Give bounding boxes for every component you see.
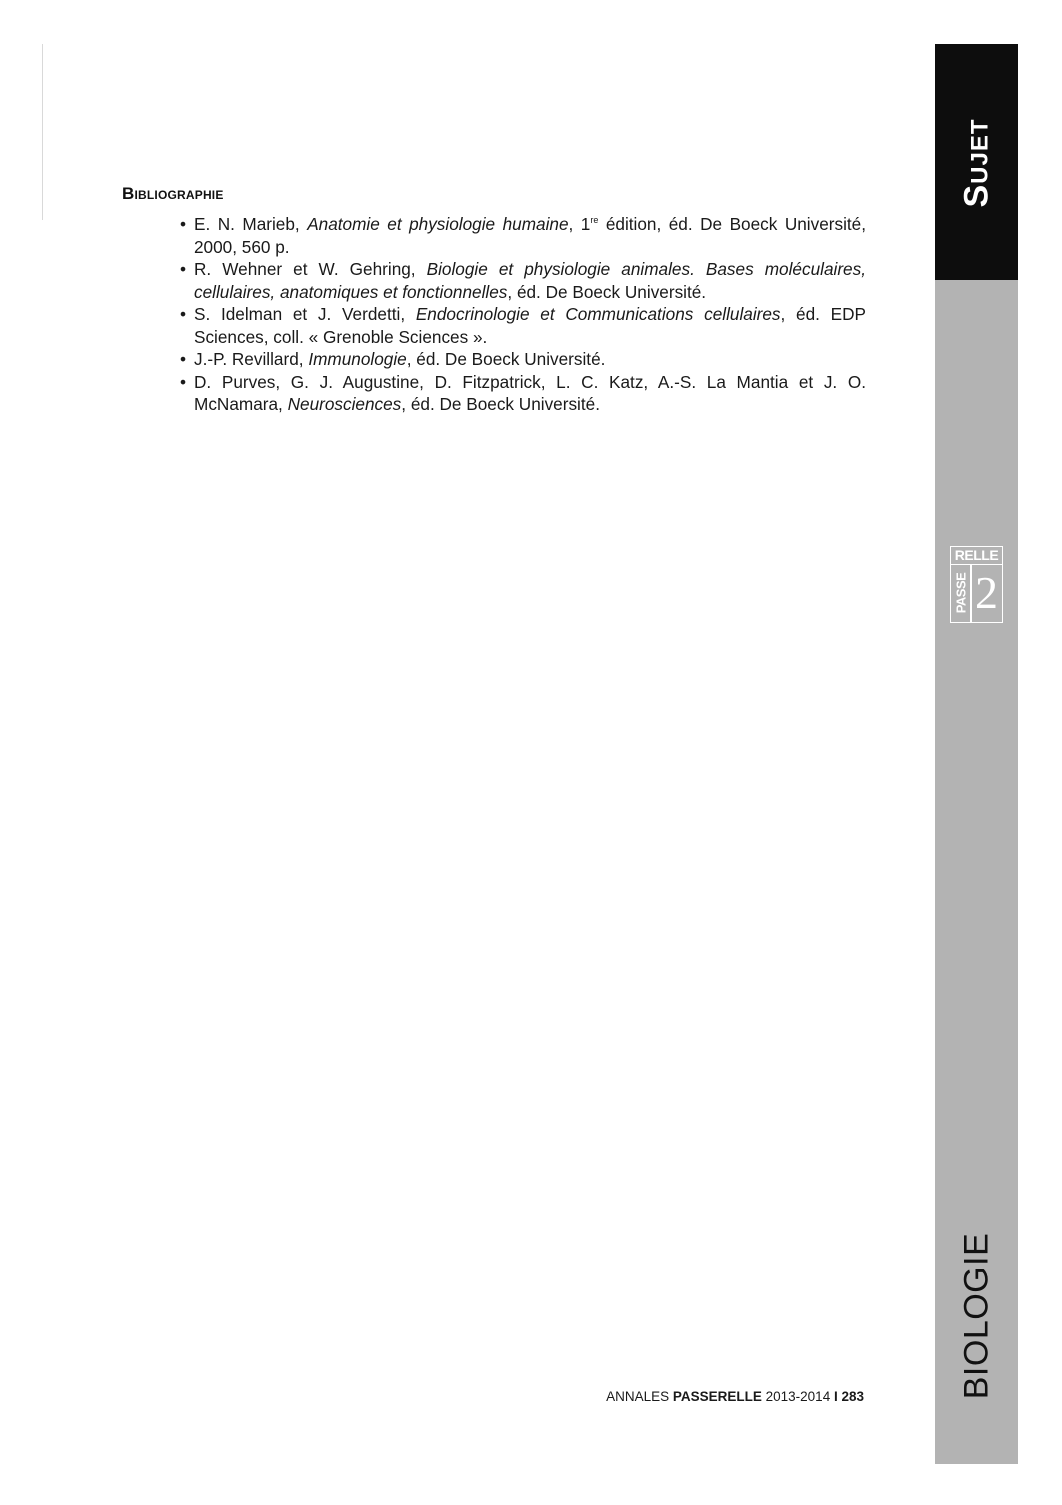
entry-publisher: , éd. De Boeck Université. bbox=[401, 394, 600, 414]
passerelle-logo bbox=[950, 546, 1003, 623]
entry-title: Immunologie bbox=[308, 349, 407, 369]
bibliography-entry-4 bbox=[180, 348, 866, 371]
footer-prefix: ANNALES bbox=[606, 1389, 673, 1404]
entry-title: Anatomie et physiologie humaine bbox=[307, 214, 569, 234]
page-footer bbox=[606, 1389, 864, 1404]
footer-brand: PASSERELLE bbox=[672, 1389, 762, 1404]
bibliography-entry-3 bbox=[180, 303, 866, 348]
entry-authors: S. Idelman et J. Verdetti, bbox=[194, 304, 416, 324]
bibliography-list bbox=[180, 213, 866, 416]
entry-edition-suffix: re bbox=[590, 215, 599, 225]
section-heading: Bibliographie bbox=[122, 184, 224, 203]
section-label: Sujet bbox=[957, 118, 996, 208]
entry-authors: E. N. Marieb, bbox=[194, 214, 308, 234]
bibliography-entry-1 bbox=[180, 213, 866, 258]
entry-title: Biologie et physiologie animales. Bases moléculaires, cellulaires, anatomiques et fonctionnelles bbox=[194, 259, 866, 302]
footer-years: 2013-2014 bbox=[761, 1389, 834, 1404]
entry-publisher: , éd. De Boeck Université. bbox=[507, 281, 707, 302]
margin-rule bbox=[42, 44, 43, 220]
entry-edition-number: , 1 bbox=[568, 214, 591, 234]
bibliography-entry-5 bbox=[180, 371, 866, 416]
logo-top-text: RELLE bbox=[951, 547, 1002, 565]
entry-authors: D. Purves, G. J. Augustine, D. Fitzpatrick, L. C. Katz, A.-S. La Mantia et J. O. McNamara, bbox=[194, 371, 866, 414]
entry-authors: J.-P. Revillard, bbox=[194, 349, 309, 369]
entry-publisher: , éd. EDP Sciences, coll. « Grenoble Sciences ». bbox=[194, 304, 866, 347]
entry-publisher: édition, éd. De Boeck Université, 2000, 560 p. bbox=[194, 214, 867, 257]
entry-title: Endocrinologie et Communications cellulaires bbox=[415, 304, 781, 324]
logo-side-text: PASSE bbox=[953, 572, 969, 614]
entry-publisher: , éd. De Boeck Université. bbox=[406, 349, 606, 369]
page-number: 283 bbox=[837, 1389, 864, 1404]
bibliography-entry-2 bbox=[180, 258, 866, 303]
footer-separator: I bbox=[833, 1389, 838, 1404]
entry-title: Neurosciences bbox=[287, 394, 402, 414]
logo-number: 2 bbox=[975, 567, 998, 618]
subject-label: BIOLOGIE bbox=[957, 1232, 996, 1400]
entry-authors: R. Wehner et W. Gehring, bbox=[194, 259, 427, 279]
